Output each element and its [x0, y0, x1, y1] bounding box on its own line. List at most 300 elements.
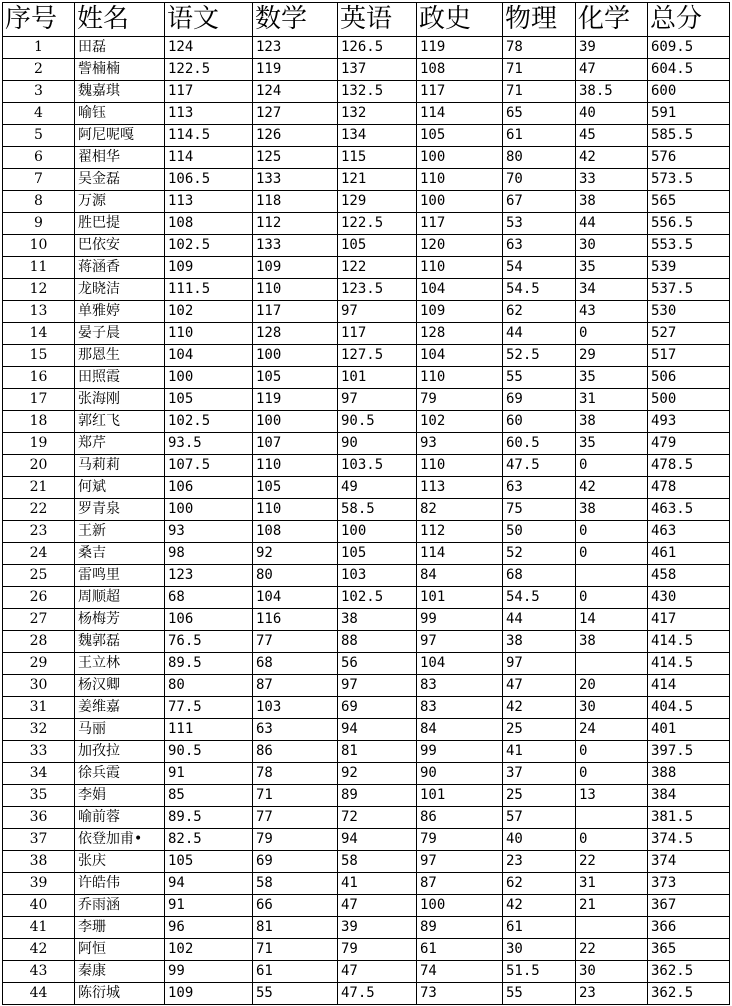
cell-physics-score: 40 — [503, 829, 576, 851]
cell-student-name: 乔雨涵 — [75, 895, 165, 917]
cell-english-score: 81 — [338, 741, 417, 763]
cell-chinese-score: 106.5 — [165, 169, 253, 191]
table-row — [3, 103, 730, 125]
table-row — [3, 565, 730, 587]
cell-chinese-score: 94 — [165, 873, 253, 895]
cell-math-score: 123 — [253, 37, 338, 59]
cell-index: 44 — [3, 983, 75, 1005]
header-english: 英语 — [338, 3, 417, 37]
cell-math-score: 86 — [253, 741, 338, 763]
cell-chinese-score: 124 — [165, 37, 253, 59]
cell-total-score: 478.5 — [648, 455, 730, 477]
cell-chemistry-score: 0 — [576, 829, 648, 851]
cell-chemistry-score: 43 — [576, 301, 648, 323]
table-row — [3, 587, 730, 609]
cell-english-score: 127.5 — [338, 345, 417, 367]
cell-english-score: 89 — [338, 785, 417, 807]
cell-index: 25 — [3, 565, 75, 587]
cell-total-score: 381.5 — [648, 807, 730, 829]
cell-student-name: 訾楠楠 — [75, 59, 165, 81]
cell-math-score: 81 — [253, 917, 338, 939]
cell-chinese-score: 82.5 — [165, 829, 253, 851]
table-row — [3, 59, 730, 81]
cell-chinese-score: 91 — [165, 763, 253, 785]
cell-math-score: 68 — [253, 653, 338, 675]
cell-student-name: 喻前蓉 — [75, 807, 165, 829]
cell-index: 1 — [3, 37, 75, 59]
cell-total-score: 461 — [648, 543, 730, 565]
cell-total-score: 414.5 — [648, 631, 730, 653]
cell-physics-score: 54 — [503, 257, 576, 279]
table-row — [3, 719, 730, 741]
cell-physics-score: 61 — [503, 125, 576, 147]
cell-english-score: 79 — [338, 939, 417, 961]
cell-math-score: 133 — [253, 235, 338, 257]
cell-english-score: 126.5 — [338, 37, 417, 59]
cell-english-score: 72 — [338, 807, 417, 829]
cell-politics-history-score: 105 — [417, 125, 503, 147]
cell-total-score: 493 — [648, 411, 730, 433]
cell-politics-history-score: 110 — [417, 257, 503, 279]
cell-chemistry-score — [576, 653, 648, 675]
cell-index: 37 — [3, 829, 75, 851]
cell-chinese-score: 108 — [165, 213, 253, 235]
cell-chemistry-score: 45 — [576, 125, 648, 147]
cell-chinese-score: 109 — [165, 983, 253, 1005]
cell-math-score: 110 — [253, 499, 338, 521]
cell-chinese-score: 106 — [165, 477, 253, 499]
cell-physics-score: 67 — [503, 191, 576, 213]
cell-total-score: 362.5 — [648, 961, 730, 983]
cell-english-score: 102.5 — [338, 587, 417, 609]
cell-chemistry-score: 38 — [576, 191, 648, 213]
cell-index: 16 — [3, 367, 75, 389]
cell-index: 20 — [3, 455, 75, 477]
cell-index: 39 — [3, 873, 75, 895]
cell-physics-score: 69 — [503, 389, 576, 411]
table-row — [3, 213, 730, 235]
cell-index: 4 — [3, 103, 75, 125]
cell-student-name: 阿尼呢嘎 — [75, 125, 165, 147]
cell-student-name: 蒋涵香 — [75, 257, 165, 279]
cell-chemistry-score: 30 — [576, 697, 648, 719]
table-row — [3, 345, 730, 367]
cell-english-score: 94 — [338, 829, 417, 851]
cell-english-score: 58 — [338, 851, 417, 873]
cell-chemistry-score: 14 — [576, 609, 648, 631]
cell-chinese-score: 109 — [165, 257, 253, 279]
cell-chemistry-score: 34 — [576, 279, 648, 301]
table-row — [3, 609, 730, 631]
cell-english-score: 100 — [338, 521, 417, 543]
cell-index: 31 — [3, 697, 75, 719]
cell-chinese-score: 105 — [165, 851, 253, 873]
cell-chinese-score: 123 — [165, 565, 253, 587]
table-row — [3, 983, 730, 1005]
cell-english-score: 97 — [338, 389, 417, 411]
cell-student-name: 魏郭磊 — [75, 631, 165, 653]
cell-chinese-score: 90.5 — [165, 741, 253, 763]
cell-politics-history-score: 97 — [417, 851, 503, 873]
cell-physics-score: 55 — [503, 367, 576, 389]
cell-student-name: 晏子晨 — [75, 323, 165, 345]
cell-english-score: 90 — [338, 433, 417, 455]
cell-politics-history-score: 100 — [417, 895, 503, 917]
cell-chinese-score: 111.5 — [165, 279, 253, 301]
cell-physics-score: 51.5 — [503, 961, 576, 983]
cell-physics-score: 25 — [503, 719, 576, 741]
cell-politics-history-score: 120 — [417, 235, 503, 257]
cell-chemistry-score: 35 — [576, 257, 648, 279]
table-row — [3, 301, 730, 323]
cell-total-score: 401 — [648, 719, 730, 741]
cell-english-score: 69 — [338, 697, 417, 719]
cell-chemistry-score: 40 — [576, 103, 648, 125]
cell-total-score: 373 — [648, 873, 730, 895]
cell-chemistry-score: 0 — [576, 763, 648, 785]
cell-chinese-score: 93 — [165, 521, 253, 543]
cell-physics-score: 97 — [503, 653, 576, 675]
cell-politics-history-score: 112 — [417, 521, 503, 543]
cell-index: 12 — [3, 279, 75, 301]
cell-physics-score: 52.5 — [503, 345, 576, 367]
cell-index: 41 — [3, 917, 75, 939]
cell-politics-history-score: 114 — [417, 543, 503, 565]
cell-math-score: 69 — [253, 851, 338, 873]
cell-total-score: 600 — [648, 81, 730, 103]
cell-politics-history-score: 110 — [417, 169, 503, 191]
cell-physics-score: 57 — [503, 807, 576, 829]
cell-total-score: 573.5 — [648, 169, 730, 191]
cell-chemistry-score: 0 — [576, 455, 648, 477]
table-row — [3, 851, 730, 873]
table-body — [3, 37, 730, 1005]
cell-politics-history-score: 113 — [417, 477, 503, 499]
cell-index: 34 — [3, 763, 75, 785]
cell-total-score: 414.5 — [648, 653, 730, 675]
cell-physics-score: 80 — [503, 147, 576, 169]
cell-english-score: 103 — [338, 565, 417, 587]
cell-chemistry-score: 42 — [576, 477, 648, 499]
cell-student-name: 翟相华 — [75, 147, 165, 169]
cell-physics-score: 50 — [503, 521, 576, 543]
cell-politics-history-score: 104 — [417, 279, 503, 301]
cell-physics-score: 61 — [503, 917, 576, 939]
cell-physics-score: 60 — [503, 411, 576, 433]
cell-student-name: 何斌 — [75, 477, 165, 499]
cell-total-score: 527 — [648, 323, 730, 345]
cell-total-score: 530 — [648, 301, 730, 323]
cell-politics-history-score: 84 — [417, 719, 503, 741]
cell-politics-history-score: 97 — [417, 631, 503, 653]
cell-chinese-score: 106 — [165, 609, 253, 631]
cell-politics-history-score: 73 — [417, 983, 503, 1005]
cell-total-score: 556.5 — [648, 213, 730, 235]
cell-total-score: 591 — [648, 103, 730, 125]
cell-index: 13 — [3, 301, 75, 323]
cell-student-name: 田照霞 — [75, 367, 165, 389]
cell-chemistry-score: 44 — [576, 213, 648, 235]
cell-index: 40 — [3, 895, 75, 917]
cell-physics-score: 63 — [503, 235, 576, 257]
table-row — [3, 147, 730, 169]
cell-math-score: 127 — [253, 103, 338, 125]
cell-chinese-score: 111 — [165, 719, 253, 741]
cell-math-score: 103 — [253, 697, 338, 719]
cell-index: 19 — [3, 433, 75, 455]
cell-english-score: 47 — [338, 895, 417, 917]
cell-total-score: 604.5 — [648, 59, 730, 81]
cell-chemistry-score: 47 — [576, 59, 648, 81]
cell-student-name: 马莉莉 — [75, 455, 165, 477]
cell-chemistry-score: 31 — [576, 389, 648, 411]
cell-politics-history-score: 119 — [417, 37, 503, 59]
table-row — [3, 543, 730, 565]
cell-student-name: 阿恒 — [75, 939, 165, 961]
cell-total-score: 397.5 — [648, 741, 730, 763]
cell-physics-score: 54.5 — [503, 279, 576, 301]
cell-index: 42 — [3, 939, 75, 961]
cell-student-name: 喻钰 — [75, 103, 165, 125]
cell-physics-score: 54.5 — [503, 587, 576, 609]
cell-total-score: 388 — [648, 763, 730, 785]
cell-index: 36 — [3, 807, 75, 829]
cell-politics-history-score: 83 — [417, 697, 503, 719]
cell-math-score: 77 — [253, 631, 338, 653]
cell-physics-score: 42 — [503, 895, 576, 917]
cell-total-score: 362.5 — [648, 983, 730, 1005]
cell-physics-score: 55 — [503, 983, 576, 1005]
cell-index: 18 — [3, 411, 75, 433]
cell-index: 23 — [3, 521, 75, 543]
cell-math-score: 71 — [253, 939, 338, 961]
cell-student-name: 田磊 — [75, 37, 165, 59]
header-math: 数学 — [253, 3, 338, 37]
cell-student-name: 龙晓洁 — [75, 279, 165, 301]
table-row — [3, 279, 730, 301]
cell-physics-score: 62 — [503, 301, 576, 323]
cell-index: 28 — [3, 631, 75, 653]
cell-math-score: 78 — [253, 763, 338, 785]
cell-index: 32 — [3, 719, 75, 741]
cell-physics-score: 70 — [503, 169, 576, 191]
cell-chemistry-score: 0 — [576, 543, 648, 565]
table-row — [3, 499, 730, 521]
cell-chemistry-score: 23 — [576, 983, 648, 1005]
cell-chemistry-score: 38 — [576, 631, 648, 653]
cell-math-score: 116 — [253, 609, 338, 631]
cell-chemistry-score: 29 — [576, 345, 648, 367]
cell-politics-history-score: 110 — [417, 367, 503, 389]
cell-english-score: 121 — [338, 169, 417, 191]
cell-student-name: 郭红飞 — [75, 411, 165, 433]
cell-english-score: 105 — [338, 543, 417, 565]
table-row — [3, 939, 730, 961]
cell-index: 5 — [3, 125, 75, 147]
cell-english-score: 137 — [338, 59, 417, 81]
cell-chemistry-score: 0 — [576, 521, 648, 543]
cell-physics-score: 78 — [503, 37, 576, 59]
cell-chemistry-score: 35 — [576, 367, 648, 389]
cell-physics-score: 63 — [503, 477, 576, 499]
cell-physics-score: 30 — [503, 939, 576, 961]
cell-chemistry-score: 21 — [576, 895, 648, 917]
cell-chinese-score: 107.5 — [165, 455, 253, 477]
cell-total-score: 463.5 — [648, 499, 730, 521]
table-row — [3, 697, 730, 719]
cell-chinese-score: 93.5 — [165, 433, 253, 455]
cell-english-score: 134 — [338, 125, 417, 147]
cell-chemistry-score: 42 — [576, 147, 648, 169]
cell-index: 35 — [3, 785, 75, 807]
cell-english-score: 97 — [338, 675, 417, 697]
cell-english-score: 123.5 — [338, 279, 417, 301]
table-row — [3, 961, 730, 983]
cell-politics-history-score: 79 — [417, 829, 503, 851]
cell-chinese-score: 80 — [165, 675, 253, 697]
cell-politics-history-score: 104 — [417, 653, 503, 675]
cell-math-score: 104 — [253, 587, 338, 609]
cell-index: 9 — [3, 213, 75, 235]
cell-math-score: 66 — [253, 895, 338, 917]
cell-math-score: 107 — [253, 433, 338, 455]
cell-physics-score: 71 — [503, 59, 576, 81]
cell-index: 27 — [3, 609, 75, 631]
cell-math-score: 55 — [253, 983, 338, 1005]
table-row — [3, 367, 730, 389]
cell-math-score: 124 — [253, 81, 338, 103]
cell-english-score: 56 — [338, 653, 417, 675]
cell-chinese-score: 85 — [165, 785, 253, 807]
cell-math-score: 112 — [253, 213, 338, 235]
cell-math-score: 125 — [253, 147, 338, 169]
cell-index: 11 — [3, 257, 75, 279]
cell-student-name: 万源 — [75, 191, 165, 213]
cell-english-score: 38 — [338, 609, 417, 631]
cell-math-score: 79 — [253, 829, 338, 851]
table-row — [3, 37, 730, 59]
cell-physics-score: 41 — [503, 741, 576, 763]
cell-total-score: 430 — [648, 587, 730, 609]
cell-math-score: 133 — [253, 169, 338, 191]
cell-math-score: 92 — [253, 543, 338, 565]
cell-chinese-score: 102.5 — [165, 235, 253, 257]
cell-politics-history-score: 128 — [417, 323, 503, 345]
cell-index: 21 — [3, 477, 75, 499]
cell-english-score: 92 — [338, 763, 417, 785]
cell-student-name: 周顺超 — [75, 587, 165, 609]
cell-index: 7 — [3, 169, 75, 191]
cell-index: 3 — [3, 81, 75, 103]
cell-math-score: 77 — [253, 807, 338, 829]
cell-chemistry-score — [576, 807, 648, 829]
cell-politics-history-score: 61 — [417, 939, 503, 961]
cell-math-score: 58 — [253, 873, 338, 895]
cell-english-score: 117 — [338, 323, 417, 345]
cell-index: 30 — [3, 675, 75, 697]
header-index: 序号 — [3, 3, 75, 37]
table-row — [3, 235, 730, 257]
cell-chinese-score: 91 — [165, 895, 253, 917]
cell-student-name: 张庆 — [75, 851, 165, 873]
table-row — [3, 631, 730, 653]
cell-total-score: 374.5 — [648, 829, 730, 851]
header-chinese: 语文 — [165, 3, 253, 37]
cell-english-score: 103.5 — [338, 455, 417, 477]
cell-chemistry-score: 33 — [576, 169, 648, 191]
cell-index: 43 — [3, 961, 75, 983]
cell-english-score: 47 — [338, 961, 417, 983]
table-row — [3, 829, 730, 851]
cell-physics-score: 53 — [503, 213, 576, 235]
cell-politics-history-score: 114 — [417, 103, 503, 125]
cell-chinese-score: 76.5 — [165, 631, 253, 653]
cell-politics-history-score: 104 — [417, 345, 503, 367]
cell-english-score: 88 — [338, 631, 417, 653]
cell-politics-history-score: 100 — [417, 147, 503, 169]
cell-student-name: 王新 — [75, 521, 165, 543]
cell-total-score: 478 — [648, 477, 730, 499]
cell-chinese-score: 117 — [165, 81, 253, 103]
cell-physics-score: 23 — [503, 851, 576, 873]
cell-index: 8 — [3, 191, 75, 213]
cell-chinese-score: 98 — [165, 543, 253, 565]
cell-total-score: 384 — [648, 785, 730, 807]
cell-total-score: 585.5 — [648, 125, 730, 147]
cell-english-score: 94 — [338, 719, 417, 741]
cell-physics-score: 37 — [503, 763, 576, 785]
cell-chinese-score: 113 — [165, 191, 253, 213]
cell-english-score: 129 — [338, 191, 417, 213]
cell-total-score: 417 — [648, 609, 730, 631]
cell-chemistry-score — [576, 917, 648, 939]
cell-total-score: 404.5 — [648, 697, 730, 719]
cell-math-score: 63 — [253, 719, 338, 741]
cell-politics-history-score: 101 — [417, 587, 503, 609]
cell-politics-history-score: 79 — [417, 389, 503, 411]
cell-chemistry-score: 31 — [576, 873, 648, 895]
cell-chinese-score: 100 — [165, 367, 253, 389]
cell-index: 29 — [3, 653, 75, 675]
cell-chinese-score: 105 — [165, 389, 253, 411]
header-total: 总分 — [648, 3, 730, 37]
table-row — [3, 785, 730, 807]
header-politics-history: 政史 — [417, 3, 503, 37]
cell-total-score: 576 — [648, 147, 730, 169]
table-row — [3, 895, 730, 917]
cell-math-score: 108 — [253, 521, 338, 543]
cell-math-score: 117 — [253, 301, 338, 323]
cell-total-score: 500 — [648, 389, 730, 411]
cell-chemistry-score: 24 — [576, 719, 648, 741]
table-row — [3, 917, 730, 939]
cell-politics-history-score: 102 — [417, 411, 503, 433]
header-physics: 物理 — [503, 3, 576, 37]
header-name: 姓名 — [75, 3, 165, 37]
cell-english-score: 90.5 — [338, 411, 417, 433]
cell-physics-score: 42 — [503, 697, 576, 719]
cell-physics-score: 60.5 — [503, 433, 576, 455]
cell-physics-score: 38 — [503, 631, 576, 653]
cell-student-name: 罗青泉 — [75, 499, 165, 521]
cell-math-score: 105 — [253, 367, 338, 389]
cell-index: 33 — [3, 741, 75, 763]
cell-total-score: 414 — [648, 675, 730, 697]
cell-chinese-score: 77.5 — [165, 697, 253, 719]
cell-politics-history-score: 90 — [417, 763, 503, 785]
cell-math-score: 100 — [253, 345, 338, 367]
cell-total-score: 365 — [648, 939, 730, 961]
